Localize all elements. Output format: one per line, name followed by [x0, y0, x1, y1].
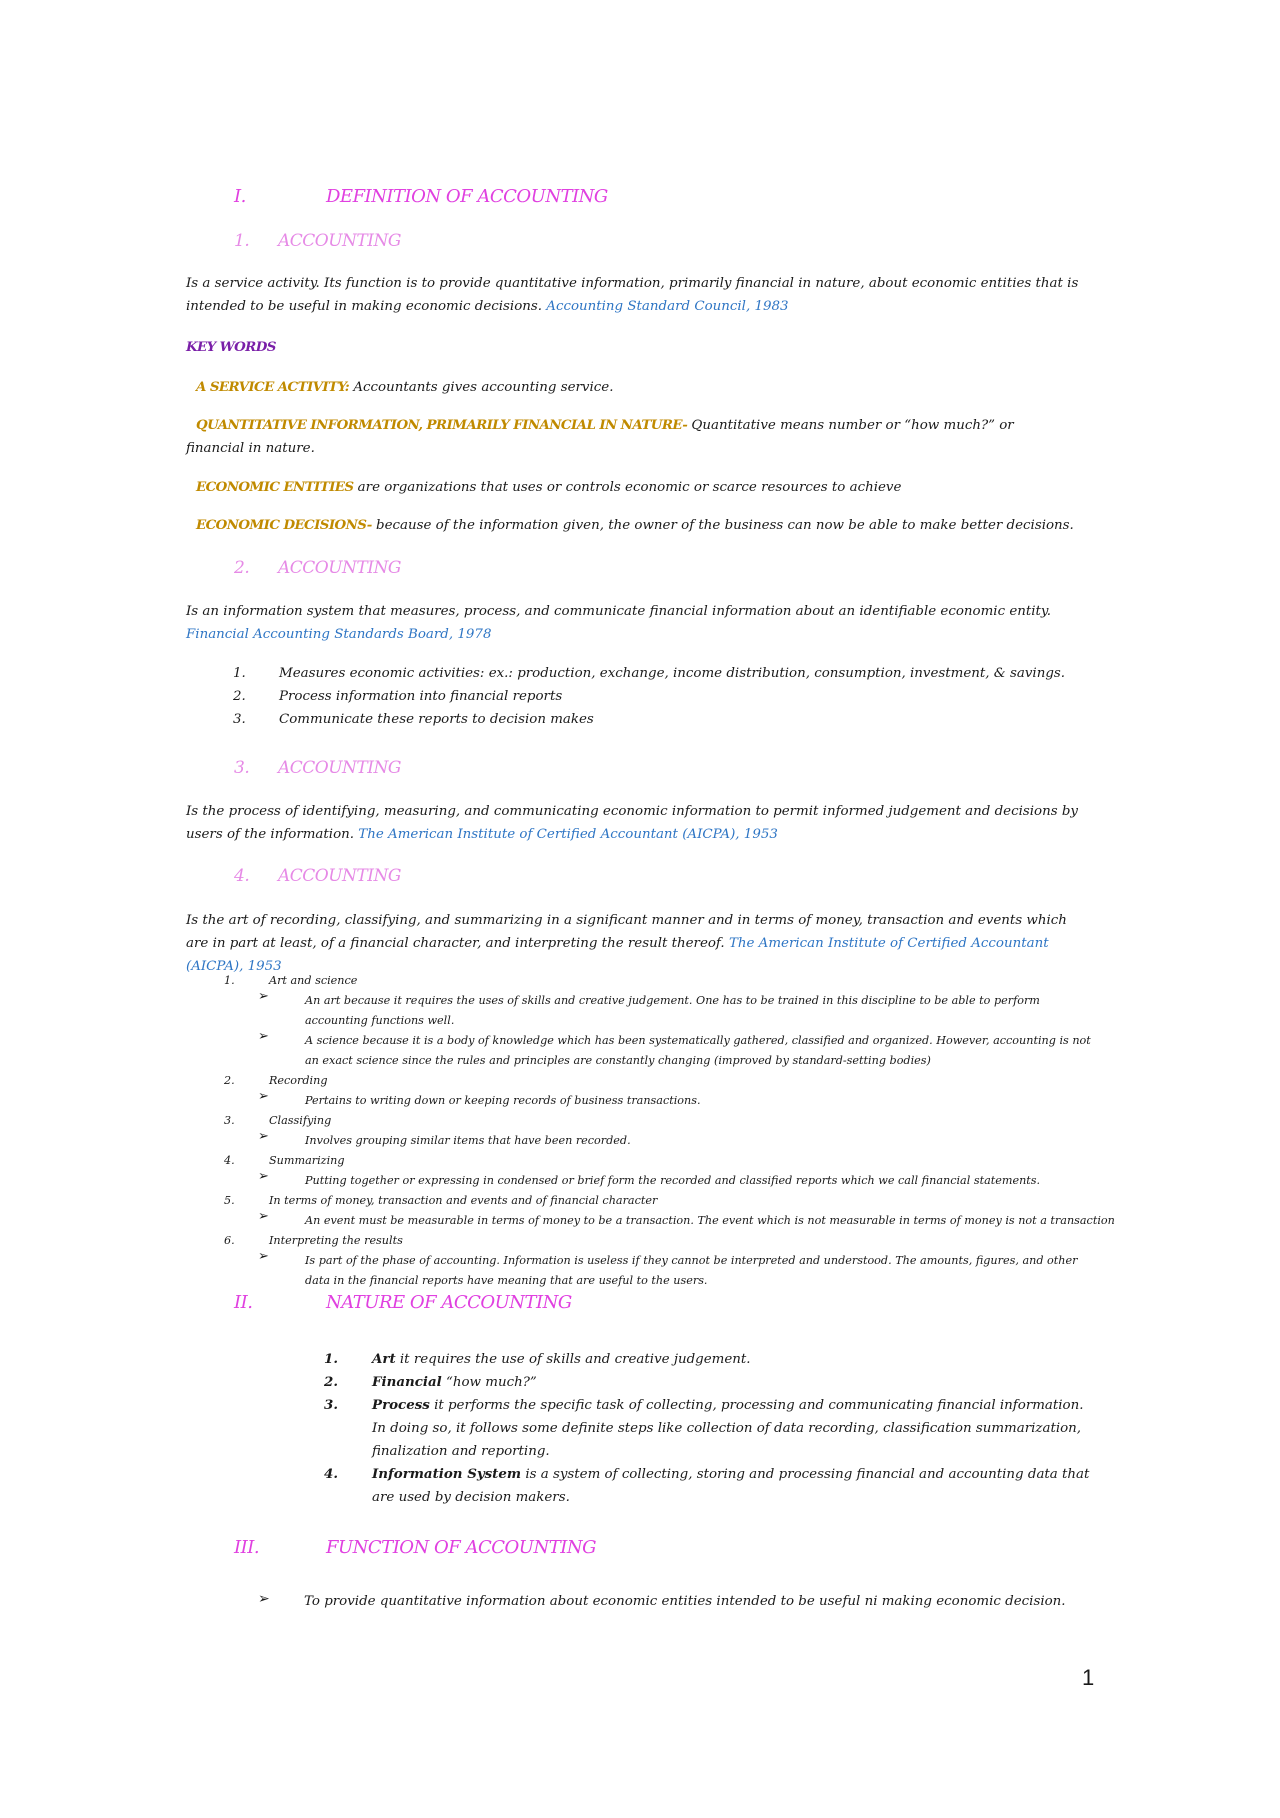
arrow-bullet-icon: ➢	[258, 1129, 269, 1144]
list-item	[224, 1111, 331, 1131]
list-item	[233, 708, 594, 731]
list-text: Art and science	[269, 974, 358, 987]
list-text: Process information into financial reports	[279, 689, 563, 704]
arrow-bullet-icon: ➢	[258, 1169, 269, 1184]
nature-desc: is a system of collecting, storing and processing financial and accounting data that are used by decision makers.	[372, 1467, 1090, 1505]
definition-body: Is the process of identifying, measuring, and communicating economic information to permit informed judgement and decisions by users of the information.	[186, 804, 1078, 842]
definition-body: Is a service activity. Its function is to provide quantitative information, primarily financial in nature, about economic entities that is intended to be useful in making economic decisions.	[186, 276, 1079, 314]
nature-number: 2.	[324, 1374, 338, 1390]
list-number: 1.	[233, 666, 246, 681]
nature-desc: “how much?”	[441, 1375, 537, 1390]
list-bullet-text: Pertains to writing down or keeping records of business transactions.	[305, 1094, 701, 1107]
definition-heading-2	[234, 558, 401, 578]
list-text: Classifying	[269, 1114, 332, 1127]
list-number: 4.	[224, 1154, 235, 1167]
list-number: 2.	[224, 1074, 235, 1087]
list-text: Summarizing	[269, 1154, 345, 1167]
list-text: In terms of money, transaction and events and of financial character	[269, 1194, 658, 1207]
list-text: Communicate these reports to decision makes	[279, 712, 594, 727]
nature-term: Process	[372, 1397, 430, 1413]
list-number: 3.	[233, 712, 246, 727]
list-bullet-text: A science because it is a body of knowledge which has been systematically gathered, classified and organized. However, accounting is not an exact science since the rules and principles are constantly changing (improved by standard-setting bodies)	[305, 1034, 1091, 1067]
definition-text-1	[186, 272, 1092, 318]
definition-heading-4	[234, 866, 401, 886]
definition-title: ACCOUNTING	[278, 866, 401, 886]
list-bullet-text: Is part of the phase of accounting. Information is useless if they cannot be interpreted and understood. The amounts, figures, and other data in the financial reports have meaning that are useful to the users.	[305, 1254, 1078, 1287]
section-title: FUNCTION OF ACCOUNTING	[326, 1537, 596, 1558]
definition-number: 3.	[234, 758, 250, 778]
arrow-bullet-icon: ➢	[258, 1591, 270, 1607]
list-item	[233, 685, 562, 708]
section-title: DEFINITION OF ACCOUNTING	[326, 186, 608, 207]
definition-source: The American Institute of Certified Accountant (AICPA), 1953	[358, 827, 778, 842]
keyword-term: ECONOMIC DECISIONS-	[196, 517, 372, 533]
arrow-bullet-icon: ➢	[258, 1089, 269, 1104]
list-item	[224, 1151, 345, 1171]
definition-title: ACCOUNTING	[278, 758, 401, 778]
arrow-bullet-icon: ➢	[258, 1029, 269, 1044]
definition-number: 2.	[234, 558, 250, 578]
list-text: Interpreting the results	[269, 1234, 403, 1247]
list-number: 3.	[224, 1114, 235, 1127]
keyword-item	[186, 414, 1066, 460]
definition-source: Financial Accounting Standards Board, 1978	[186, 627, 492, 642]
keyword-desc: Accountants gives accounting service.	[349, 380, 614, 395]
section-numeral: II.	[234, 1292, 253, 1313]
keyword-item	[196, 476, 1076, 499]
list-number: 5.	[224, 1194, 235, 1207]
list-bullet-text: An event must be measurable in terms of money to be a transaction. The event which is not measurable in terms of money is not a transaction	[305, 1214, 1115, 1227]
nature-term: Art	[372, 1351, 396, 1367]
nature-desc: it requires the use of skills and creative judgement.	[395, 1352, 751, 1367]
section-numeral: I.	[234, 186, 246, 207]
list-bullet-text: Putting together or expressing in condensed or brief form the recorded and classified reports which we call financial statements.	[305, 1174, 1041, 1187]
definition-title: ACCOUNTING	[278, 231, 401, 251]
nature-number: 1.	[324, 1351, 338, 1367]
definition-number: 4.	[234, 866, 250, 886]
definition-title: ACCOUNTING	[278, 558, 401, 578]
keyword-item	[196, 514, 1076, 537]
function-text: To provide quantitative information about economic entities intended to be useful ni making economic decision.	[304, 1594, 1066, 1609]
list-item	[224, 971, 357, 991]
section-heading-1	[234, 186, 608, 207]
nature-number: 4.	[324, 1466, 338, 1482]
nature-item	[324, 1463, 1096, 1509]
definition-heading-1	[234, 231, 401, 251]
arrow-bullet-icon: ➢	[258, 1249, 269, 1264]
list-text: Recording	[269, 1074, 328, 1087]
list-number: 1.	[224, 974, 235, 987]
definition-text-3	[186, 800, 1092, 846]
section-heading-2	[234, 1292, 572, 1313]
list-item	[224, 1231, 403, 1251]
definition-source: Accounting Standard Council, 1983	[546, 299, 789, 314]
keywords-heading: KEY WORDS	[186, 339, 276, 355]
page-number: 1	[1082, 1665, 1095, 1690]
nature-number: 3.	[324, 1397, 338, 1413]
nature-term: Financial	[372, 1374, 442, 1390]
list-number: 2.	[233, 689, 246, 704]
definition-text-4	[186, 909, 1092, 978]
section-numeral: III.	[234, 1537, 260, 1558]
nature-desc: it performs the specific task of collecting, processing and communicating financial information. In doing so, it follows some definite steps like collection of data recording, classification summarization, finalization and reporting.	[372, 1398, 1084, 1459]
arrow-bullet-icon: ➢	[258, 989, 269, 1004]
arrow-bullet-icon: ➢	[258, 1209, 269, 1224]
definition-heading-3	[234, 758, 401, 778]
definition-body: Is the art of recording, classifying, and summarizing in a significant manner and in terms of money, transaction and events which are in part at least, of a financial character, and interpreting the result thereof.	[186, 913, 1067, 951]
keyword-item	[196, 376, 1076, 399]
keyword-desc: are organizations that uses or controls economic or scarce resources to achieve	[353, 480, 902, 495]
keyword-term: A SERVICE ACTIVITY:	[196, 379, 350, 395]
nature-term: Information System	[372, 1466, 522, 1482]
nature-item	[324, 1348, 1096, 1371]
definition-text-2	[186, 600, 1092, 646]
list-bullet-text: Involves grouping similar items that have been recorded.	[305, 1134, 631, 1147]
keyword-desc: because of the information given, the owner of the business can now be able to make better decisions.	[371, 518, 1074, 533]
list-number: 6.	[224, 1234, 235, 1247]
section-heading-3	[234, 1537, 596, 1558]
nature-item	[324, 1371, 1096, 1394]
keyword-term: ECONOMIC ENTITIES	[196, 479, 354, 495]
section-title: NATURE OF ACCOUNTING	[326, 1292, 572, 1313]
definition-source: The American Institute of Certified Accountant (AICPA), 1953	[186, 936, 1049, 974]
nature-item	[324, 1394, 1096, 1463]
list-bullet-text: An art because it requires the uses of skills and creative judgement. One has to be trained in this discipline to be able to perform accounting functions well.	[305, 994, 1040, 1027]
keyword-desc: Quantitative means number or “how much?” or financial in nature.	[186, 418, 1014, 456]
list-text: Measures economic activities: ex.: production, exchange, income distribution, consumption, investment, & savings.	[279, 666, 1066, 681]
list-item	[233, 662, 1065, 685]
definition-body: Is an information system that measures, process, and communicate financial information about an identifiable economic entity.	[186, 604, 1051, 619]
list-item	[224, 1191, 657, 1211]
keyword-term: QUANTITATIVE INFORMATION, PRIMARILY FINANCIAL IN NATURE-	[196, 417, 688, 433]
list-item	[224, 1071, 328, 1091]
definition-number: 1.	[234, 231, 250, 251]
